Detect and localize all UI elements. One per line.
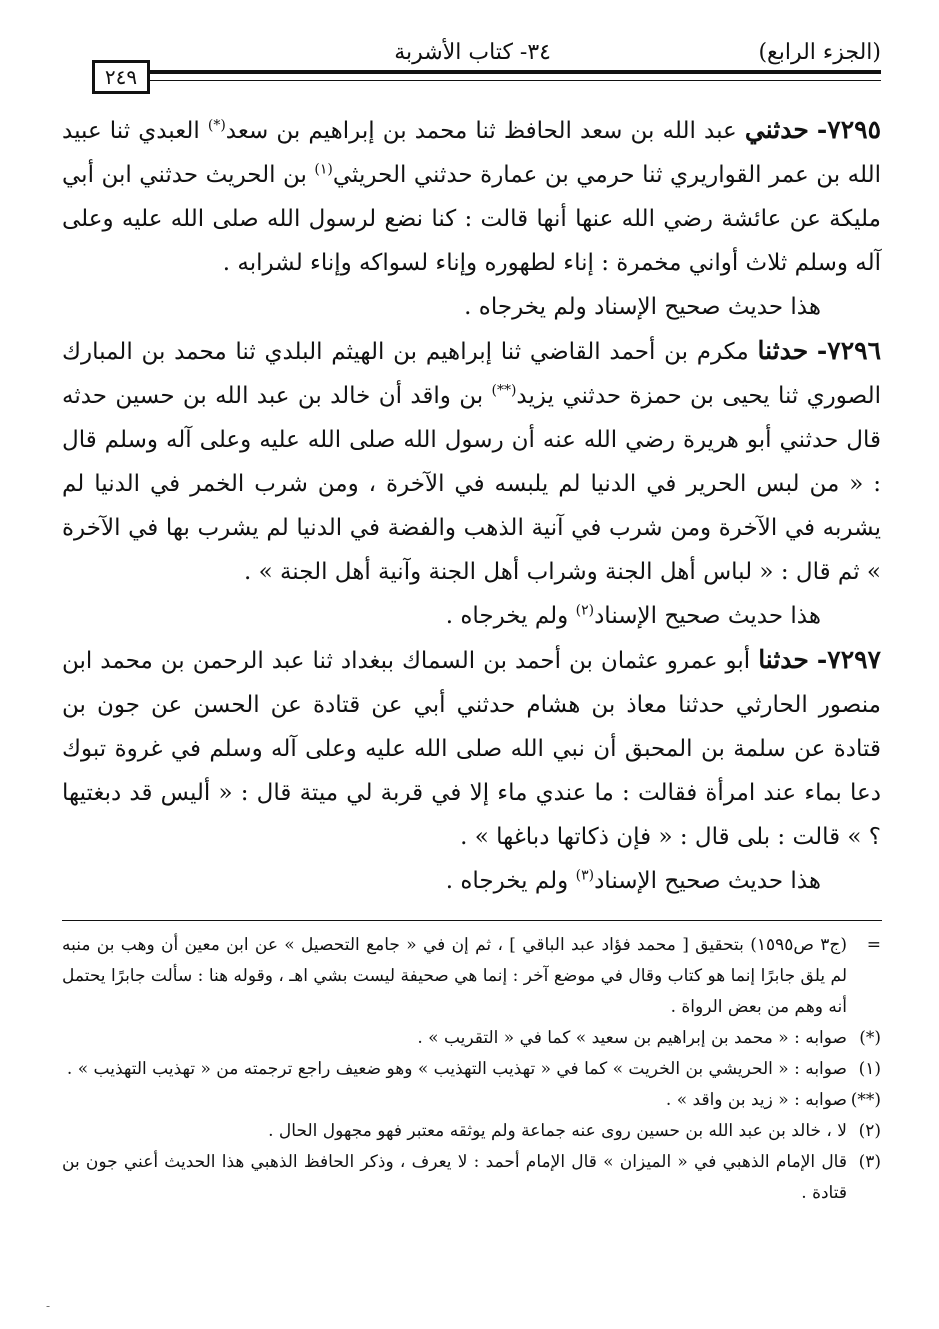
footnote-ref: (١) (314, 161, 333, 178)
footnote-text: صوابه : « الحريشي بن الخريت » كما في « تهذيب التهذيب » وهو ضعيف راجع ترجمته من « تهذيب التهذيب » . (66, 1059, 847, 1079)
hadith-text: أبو عمرو عثمان بن أحمد بن السماك ببغداد ثنا عبد الرحمن بن محمد ابن منصور الحارثي حدثنا معاذ بن هشام حدثني أبي عن قتادة عن الحسن عن جون بن قتادة عن سلمة بن المحبق أن نبي الله صلى الله عليه وعلى آله وسلم في غروة تبوك دعا بماء عند امرأة فقالت : ما عندي ماء إلا في قربة لي ميتة قال : « أليس قد دبغتيها ؟ » قالت : بلى قال : « فإن ذكاتها دباغها » . (62, 648, 881, 850)
hadith-text: بن واقد أن خالد بن عبد الله بن حسين حدثه قال حدثني أبو هريرة رضي الله عنه أن رسول الله صلى الله عليه وعلى آله وسلم قال : « من لبس الحرير في الدنيا لم يلبسه في الآخرة ، ومن شرب الخمر في الدنيا لم يشربه في الآخرة ومن شرب في آنية الذهب والفضة في الدنيا لم يشرب بها في الآخرة » ثم قال : « لباس أهل الجنة وشراب أهل الجنة وآنية أهل الجنة » . (62, 383, 881, 585)
footnote-mark: = (866, 935, 881, 955)
footnote-text: لا ، خالد بن عبد الله بن حسين روى عنه جماعة ولم يوثقه معتبر فهو مجهول الحال . (268, 1121, 847, 1141)
page-header (92, 36, 881, 89)
verdict-text: ولم يخرجاه . (445, 868, 576, 894)
footnote-mark: (٣) (858, 1152, 881, 1172)
verdict-text: ولم يخرجاه . (464, 294, 595, 320)
hadith-text: بن الحريث حدثني ابن أبي مليكة عن عائشة رضي الله عنها أنها قالت : كنا نضع لرسول الله صلى الله عليه وعلى آله وسلم ثلاث أواني مخمرة : إناء لطهوره وإناء لسواكه وإناء لشرابه . (62, 162, 881, 276)
footnote-text: صوابه : « محمد بن إبراهيم بن سعيد » كما في « التقريب » . (417, 1028, 847, 1048)
verdict-text: ولم يخرجاه . (445, 603, 576, 629)
footnote (62, 1054, 881, 1085)
running-title: (الجزء الرابع) (758, 40, 881, 65)
footnote-text: قال الإمام الذهبي في « الميزان » قال الإمام أحمد : لا يعرف ، وذكر الحافظ الذهبي هذا الحديث أعني جون بن قتادة . (62, 1152, 847, 1203)
page-number: ٢٤٩ (92, 60, 150, 94)
verdict-text: هذا حديث صحيح الإسناد (594, 294, 821, 320)
footnote-ref: (٣) (575, 867, 595, 884)
hadith-text: عبد الله بن سعد الحافظ ثنا محمد بن إبراهيم بن سعد (225, 118, 737, 144)
hadith-number: ٧٢٩٦- (816, 336, 882, 365)
footnote-text: صوابه : « زيد بن واقد » . (665, 1090, 847, 1110)
footnote-ref: (**) (491, 382, 517, 399)
footnotes (62, 930, 881, 1209)
verdict-text: هذا حديث صحيح الإسناد (594, 868, 821, 894)
main-text (62, 108, 881, 903)
footnote-mark: (**) (850, 1090, 881, 1110)
footnote-mark: (١) (858, 1059, 881, 1079)
footnote-ref: (٢) (575, 602, 595, 619)
hadith-7296 (62, 329, 881, 594)
page-mark: - (46, 1299, 51, 1313)
header-rule-thin (148, 80, 881, 81)
hadith-number: ٧٢٩٥- (816, 115, 881, 144)
footnote (62, 1023, 881, 1054)
chapter-title: ٣٤- كتاب الأشربة (394, 40, 551, 65)
footnote (62, 1116, 881, 1147)
footnote-separator (62, 920, 882, 921)
footnote-mark: (*) (859, 1028, 881, 1048)
footnote-ref: (*) (207, 117, 226, 134)
hadith-text: مكرم بن أحمد القاضي ثنا إبراهيم بن الهيثم البلدي ثنا محمد بن المبارك الصوري ثنا يحيى بن حمزة حدثني يزيد (62, 339, 881, 409)
hadith-verdict (62, 285, 881, 329)
hadith-verdict (62, 594, 881, 638)
hadith-keyword: حدثنا (757, 336, 809, 365)
hadith-keyword: حدثنا (758, 645, 809, 674)
footnote (62, 1085, 881, 1116)
verdict-text: هذا حديث صحيح الإسناد (594, 603, 821, 629)
hadith-number: ٧٢٩٧- (816, 645, 881, 674)
hadith-verdict (62, 859, 881, 903)
hadith-7295 (62, 108, 881, 285)
footnote-mark: (٢) (858, 1121, 881, 1141)
footnote-text: (ج٣ ص١٥٩٥) بتحقيق [ محمد فؤاد عبد الباقي ] ، ثم إن في « جامع التحصيل » عن ابن معين أن وهب بن منبه لم يلق جابرًا إنما هو كتاب وقال في موضع آخر : إنما هي صحيفة ليست بشي اهـ ، وقوله هنا : سألت جابرًا يحتمل أنه وهم من بعض الرواة . (62, 935, 847, 1017)
footnote (62, 930, 881, 1023)
hadith-keyword: حدثني (744, 115, 809, 144)
hadith-text: العبدي ثنا عبيد الله بن عمر القواريري ثنا حرمي بن عمارة حدثني الحريثي (62, 118, 881, 188)
hadith-7297 (62, 638, 881, 859)
header-rule (148, 70, 881, 74)
footnote (62, 1147, 881, 1209)
